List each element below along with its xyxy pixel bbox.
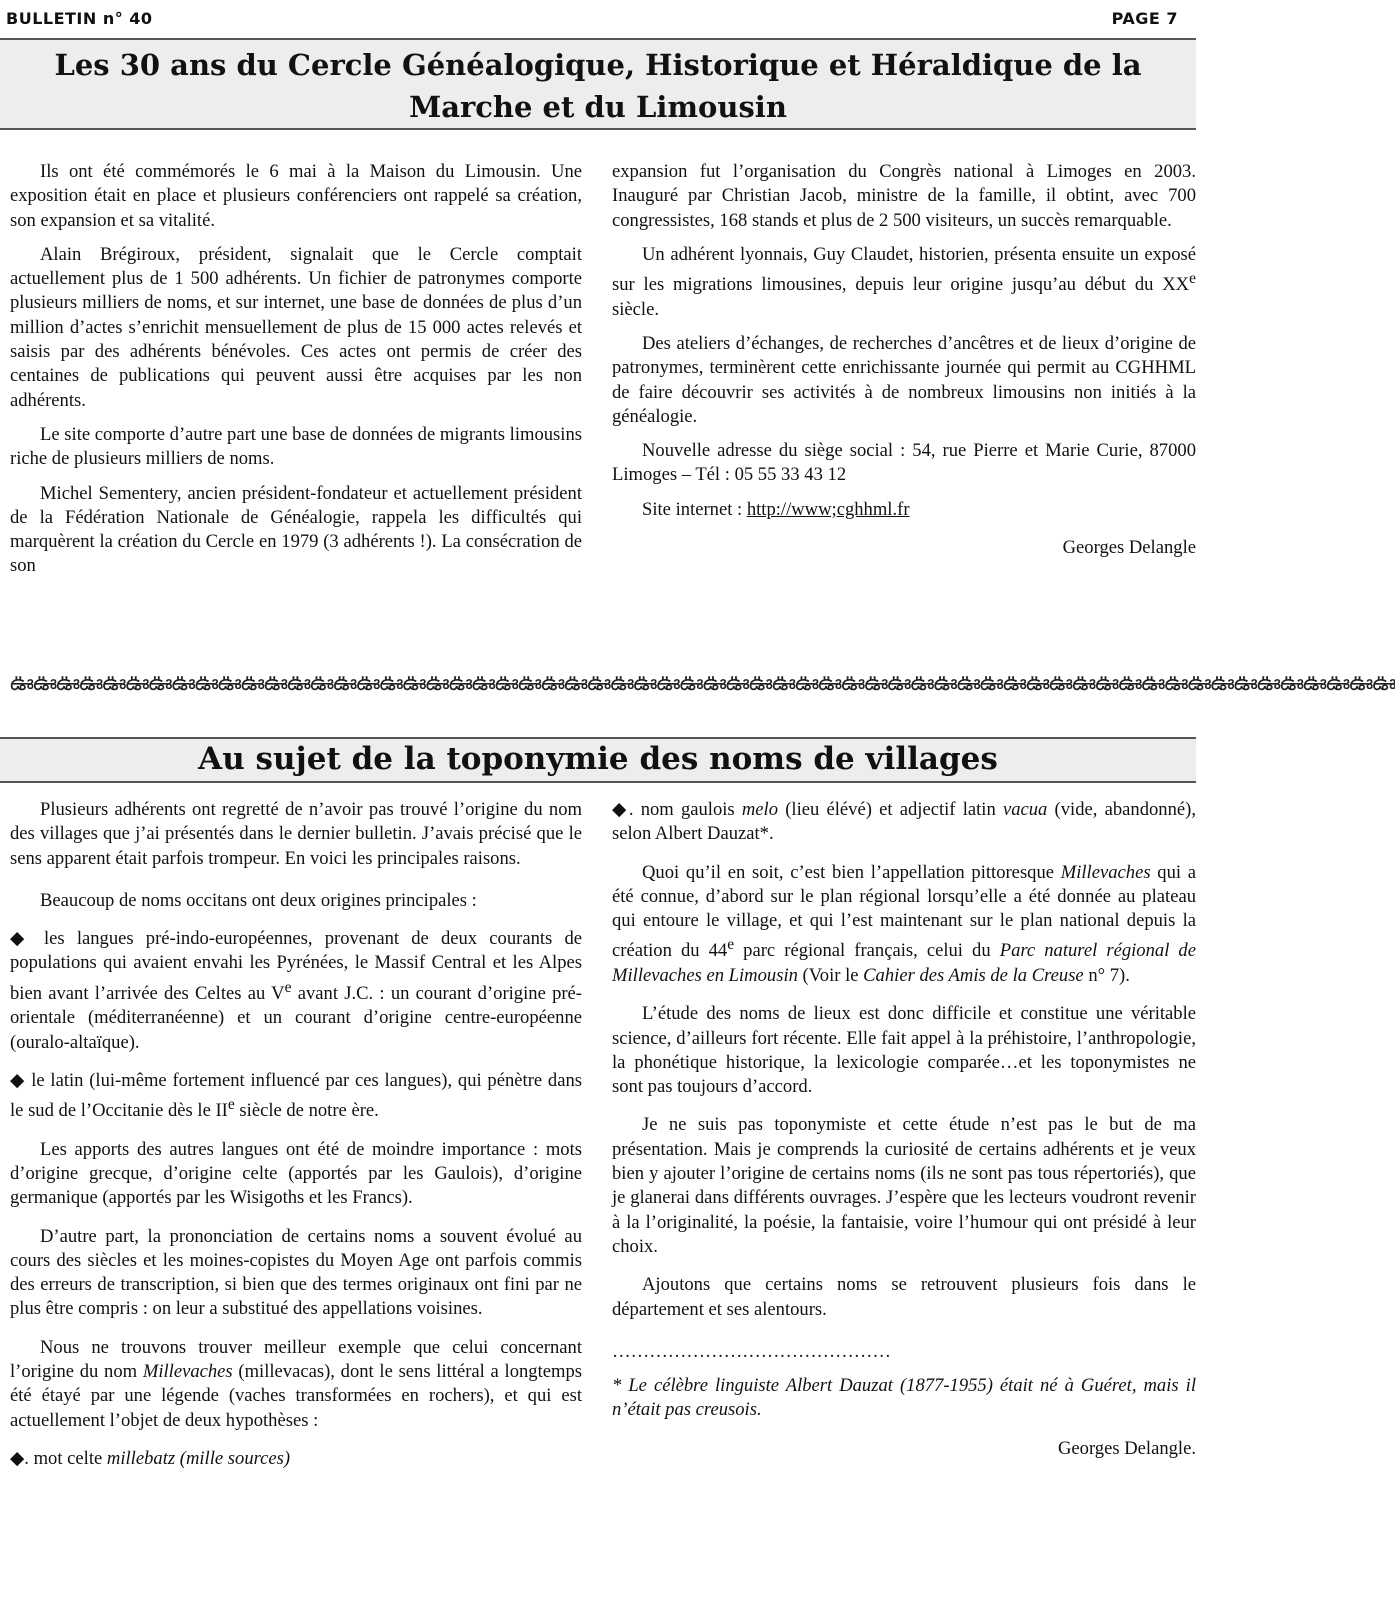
italic-text: Parc naturel régional de Millevaches en Limousin: [612, 940, 1196, 986]
italic-text: millebatz: [106, 1447, 176, 1469]
superscript: e: [227, 1096, 235, 1114]
text: ◆. mot celte: [10, 1447, 107, 1469]
hypothesis-item: [612, 798, 1196, 847]
article2-title: Au sujet de la toponymie des noms de villages: [0, 737, 1196, 783]
paragraph: L’étude des noms de lieux est donc difficile et constitue une véritable science, d’ailleurs fort récente. Elle fait appel à la préhistoire, l’anthropologie, la phonétique historique, la lexicologie comparée…et les toponymistes ne sont pas toujours d’accord.: [612, 1003, 1196, 1098]
article1-column-right: [612, 160, 1196, 570]
italic-text: vacua: [1002, 799, 1048, 820]
italic-text: Millevaches: [1060, 861, 1151, 883]
article2-column-right: [612, 798, 1196, 1471]
text: siècle de notre ère.: [234, 1100, 379, 1122]
website-paragraph: [612, 498, 1196, 522]
italic-text: Millevaches: [142, 1361, 233, 1383]
paragraph: Beaucoup de noms occitans ont deux origines principales :: [40, 889, 477, 911]
text: Un adhérent lyonnais, Guy Claudet, historien, présenta ensuite un exposé sur les migrations limousines, depuis leur origine jusqu’au début du XX: [612, 243, 1196, 296]
website-link[interactable]: http://www;cghhml.fr: [746, 498, 910, 520]
paragraph: [612, 861, 1196, 989]
superscript: e: [1189, 270, 1196, 288]
website-label: Site internet :: [642, 498, 747, 520]
paragraph: Les apports des autres langues ont été de moindre importance : mots d’origine grecque, d’origine celte (apportés par les Gaulois), d’origine germanique (apportés par les Wisigoths et les Francs).: [10, 1138, 582, 1209]
bullet-item: [10, 927, 582, 1055]
hypothesis-item: [10, 1447, 582, 1471]
text: parc régional français, celui du: [734, 940, 1000, 962]
ornament-divider: ఊఊఊఊఊఊఊఊఊఊఊఊఊఊఊఊఊఊఊఊఊఊఊఊఊఊఊఊఊఊఊఊఊఊఊఊఊఊఊఊఊఊఊఊఊఊఊఊఊఊఊఊఊఊఊఊఊఊఊఊ: [10, 670, 1395, 695]
paragraph: Ajoutons que certains noms se retrouvent plusieurs fois dans le département et ses alentours.: [612, 1274, 1196, 1320]
article2-signature: Georges Delangle.: [1057, 1437, 1196, 1459]
paragraph: expansion fut l’organisation du Congrès national à Limoges en 2003. Inauguré par Christian Jacob, ministre de la famille, il obtint, avec 700 congressistes, 168 stands et plus de 2 500 visiteurs, un succès remarquable.: [612, 161, 1196, 231]
article1-signature: Georges Delangle: [1062, 537, 1196, 559]
footnote: * Le célèbre linguiste Albert Dauzat (1877-1955) était né à Guéret, mais il n’était pas creusois.: [612, 1375, 1196, 1421]
page-number: PAGE 7: [1111, 9, 1178, 28]
article2-column-left: [10, 798, 582, 1481]
bulletin-number: BULLETIN n° 40: [6, 9, 153, 28]
paragraph: [612, 243, 1196, 322]
text: (lieu élévé) et adjectif latin: [778, 799, 1003, 820]
paragraph: Plusieurs adhérents ont regretté de n’avoir pas trouvé l’origine du nom des villages que j’ai présentés dans le dernier bulletin. J’avais précisé que le sens apparent était parfois trompeur. En voici les principales raisons.: [10, 799, 582, 869]
text: (Voir le: [797, 964, 864, 986]
bullet-item: [10, 1069, 582, 1124]
italic-text: melo: [741, 799, 779, 820]
text: Nous ne trouvons trouver meilleur exemple que celui concernant l’origine du nom: [10, 1336, 582, 1383]
text: (millevacas), dont le sens littéral a longtemps été étayé par une légende (vaches transformées en rochers), et qui est actuellement l’objet de deux hypothèses :: [10, 1361, 582, 1431]
paragraph: Je ne suis pas toponymiste et cette étude n’est pas le but de ma présentation. Mais je comprends la curiosité de certains adhérents et je veux bien y ajouter l’origine de certains noms (ils ne sont pas tous répertoriés), que je glanerai dans différents ouvrages. J’espère que les lecteurs voudront revenir à la l’originalité, la poésie, la fantaisie, voire l’humour qui ont présidé à leur choix.: [612, 1114, 1196, 1257]
italic-text: Cahier des Amis de la Creuse: [863, 964, 1084, 986]
separator-line: ………………………………………: [612, 1340, 891, 1362]
text: ◆ les langues pré-indo-européennes, provenant de deux courants de populations qui avaient envahi les Pyrénées, le Massif Central et les Alpes bien avant l’arrivée des Celtes au V: [10, 928, 582, 1004]
paragraph: Ils ont été commémorés le 6 mai à la Maison du Limousin. Une exposition était en place et plusieurs conférenciers ont rappelé sa création, son expansion et sa vitalité.: [10, 161, 582, 231]
article1-column-left: [10, 160, 582, 589]
text: ◆. nom gaulois: [612, 799, 742, 820]
text: n° 7).: [1083, 964, 1130, 986]
superscript: e: [727, 936, 735, 954]
text: qui a été connue, d’abord sur le plan régional lorsqu’elle a été donnée au plateau qui entoure le village, et qui l’est maintenant sur le plan national depuis la création du 44: [612, 861, 1196, 962]
paragraph: [10, 1336, 582, 1433]
paragraph: Alain Brégiroux, président, signalait que le Cercle comptait actuellement plus de 1 500 adhérents. Un fichier de patronymes comporte plusieurs milliers de noms, et sur internet, une base de données de plus d’un million d’actes s’enrichit mensuellement de plus de 15 000 actes relevés et saisis par des adhérents bénévoles. Ces actes ont permis de créer des centaines de publications qui peuvent aussi être acquises par les non adhérents.: [10, 243, 582, 411]
paragraph: Le site comporte d’autre part une base de données de migrants limousins riche de plusieurs milliers de noms.: [10, 423, 582, 470]
address-paragraph: Nouvelle adresse du siège social : 54, rue Pierre et Marie Curie, 87000 Limoges – Tél : 05 55 33 43 12: [612, 440, 1196, 486]
page-header: [0, 0, 1200, 36]
text: (vide, abandonné), selon Albert Dauzat*.: [612, 799, 1196, 845]
paragraph: D’autre part, la prononciation de certains noms a souvent évolué au cours des siècles et les moines-copistes du Moyen Age ont parfois commis des erreurs de transcription, si bien que des termes originaux ont fini par ne plus être compris : on leur a substitué des appellations voisines.: [10, 1225, 582, 1320]
italic-text: (mille sources): [179, 1447, 291, 1469]
article1-title: Les 30 ans du Cercle Généalogique, Historique et Héraldique de la Marche et du Limousin: [0, 38, 1196, 130]
text: avant J.C. : un courant d’origine pré-orientale (méditerranéenne) et un courant d’origine centre-européenne (ouralo-altaïque).: [10, 982, 582, 1053]
text: siècle.: [612, 298, 659, 320]
text: Quoi qu’il en soit, c’est bien l’appellation pittoresque: [642, 861, 1061, 883]
paragraph: Michel Sementery, ancien président-fondateur et actuellement président de la Fédération Nationale de Généalogie, rappela les difficultés qui marquèrent la création du Cercle en 1979 (3 adhérents !). La consécration de son: [10, 482, 582, 577]
superscript: e: [284, 978, 292, 996]
text: ◆ le latin (lui-même fortement influencé par ces langues), qui pénètre dans le sud de l’Occitanie dès le II: [10, 1069, 582, 1122]
paragraph: Des ateliers d’échanges, de recherches d’ancêtres et de lieux d’origine de patronymes, terminèrent cette enrichissante journée qui permit au CGHHML de faire découvrir ses activités à de nombreux limousins non initiés à la généalogie.: [612, 332, 1196, 427]
